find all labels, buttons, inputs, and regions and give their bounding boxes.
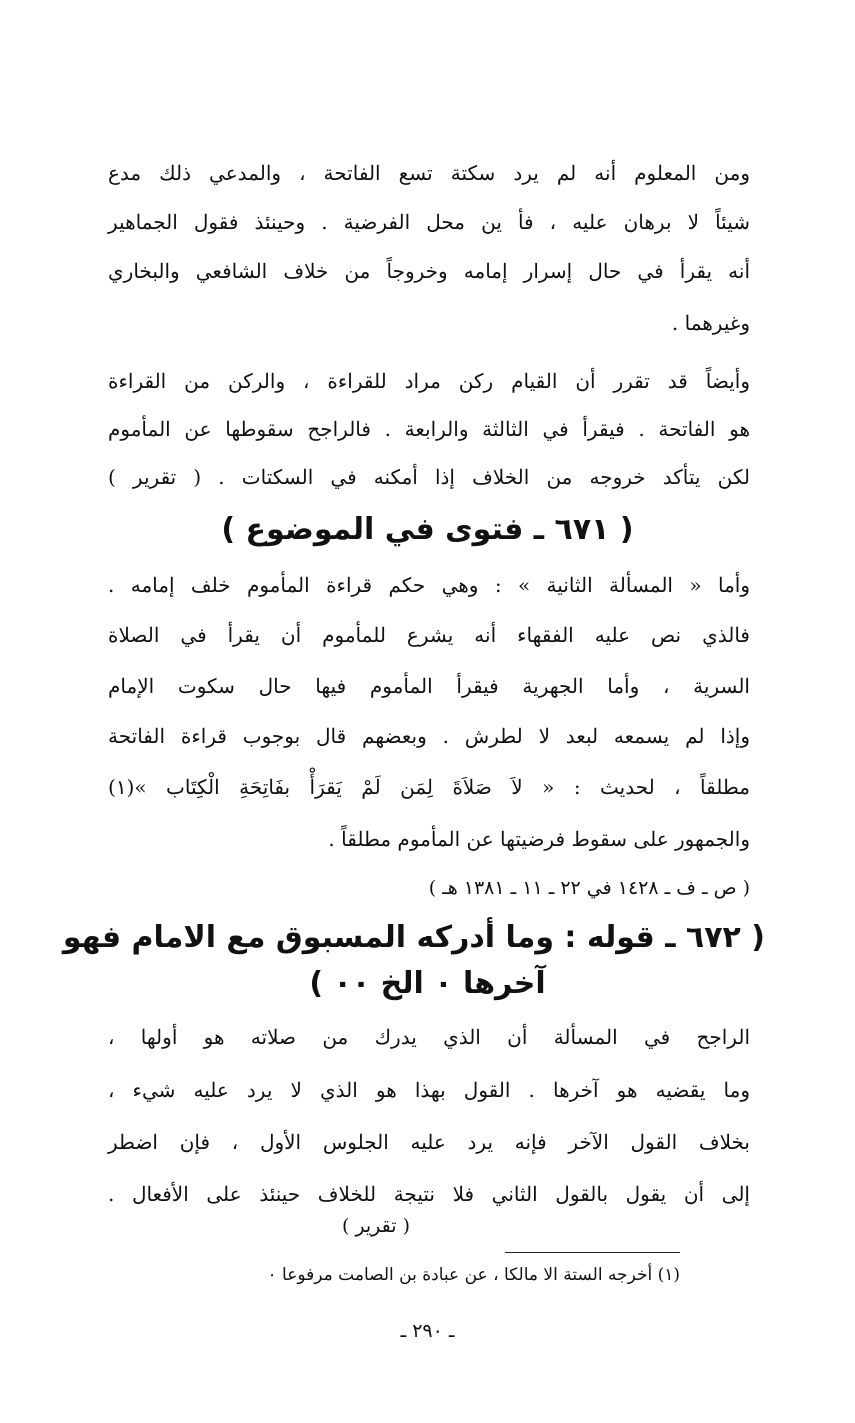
page-number: ـ ٢٩٠ ـ <box>400 1320 455 1342</box>
paragraph-1-line-3: أنه يقرأ في حال إسرار إمامه وخروجاً من خلاف الشافعي والبخاري <box>108 259 750 283</box>
paragraph-4-line-1: الراجح في المسألة أن الذي يدرك من صلاته هو أولها ، <box>108 1025 750 1049</box>
taqrir-reference: ( تقرير ) <box>341 1215 410 1237</box>
footnote-1: (١) أخرجه الستة الا مالكا ، عن عبادة بن الصامت مرفوعا ٠ <box>267 1265 680 1285</box>
fatwa-671-heading: ( ٦٧١ ـ فتوى في الموضوع ) <box>221 512 634 547</box>
paragraph-2-line-1: وأيضاً قد تقرر أن القيام ركن مراد للقراءة ، والركن من القراءة <box>108 369 750 393</box>
footnote-separator <box>505 1252 680 1253</box>
paragraph-1-line-4: وغيرهما . <box>671 311 750 335</box>
paragraph-2-line-2: هو الفاتحة . فيقرأ في الثالثة والرابعة . فالراجح سقوطها عن المأموم <box>108 417 750 441</box>
paragraph-3-line-1: وأما « المسألة الثانية » : وهي حكم قراءة المأموم خلف إمامه . <box>108 573 750 597</box>
paragraph-3-line-3: السرية ، وأما الجهرية فيقرأ المأموم فيها حال سكوت الإمام <box>108 674 750 698</box>
section-672-heading-line-2: آخرها ٠ الخ ٠٠ ) <box>309 966 546 1001</box>
paragraph-4-line-4: إلى أن يقول بالقول الثاني فلا نتيجة للخلاف حينئذ على الأفعال . <box>108 1182 750 1206</box>
paragraph-3-line-6: والجمهور على سقوط فرضيتها عن المأموم مطلقاً . <box>328 827 750 851</box>
paragraph-3-line-4: وإذا لم يسمعه لبعد لا لطرش . وبعضهم قال بوجوب قراءة الفاتحة <box>108 724 750 748</box>
fatwa-reference: ( ص ـ ف ـ ١٤٢٨ في ٢٢ ـ ١١ ـ ١٣٨١ هـ ) <box>428 877 750 899</box>
paragraph-1-line-2: شيئاً لا برهان عليه ، فأ ين محل الفرضية . وحينئذ فقول الجماهير <box>108 210 750 234</box>
paragraph-4-line-3: بخلاف القول الآخر فإنه يرد عليه الجلوس الأول ، فإن اضطر <box>108 1130 750 1154</box>
paragraph-3-line-2: فالذي نص عليه الفقهاء أنه يشرع للمأموم أن يقرأ في الصلاة <box>108 623 750 647</box>
paragraph-2-line-3: لكن يتأكد خروجه من الخلاف إذا أمكنه في السكتات . ( تقرير ) <box>108 465 750 489</box>
paragraph-1-line-1: ومن المعلوم أنه لم يرد سكتة تسع الفاتحة ، والمدعي ذلك مدع <box>108 161 750 185</box>
paragraph-3-line-5: مطلقاً ، لحديث : « لاَ صَلاَةَ لِمَن لَمْ يَقرَأْ بفَاتِحَةِ الْكِتَاب »(١) <box>108 775 750 799</box>
paragraph-4-line-2: وما يقضيه هو آخرها . القول بهذا هو الذي لا يرد عليه شيء ، <box>108 1078 750 1102</box>
section-672-heading-line-1: ( ٦٧٢ ـ قوله : وما أدركه المسبوق مع الامام فهو <box>62 920 765 955</box>
